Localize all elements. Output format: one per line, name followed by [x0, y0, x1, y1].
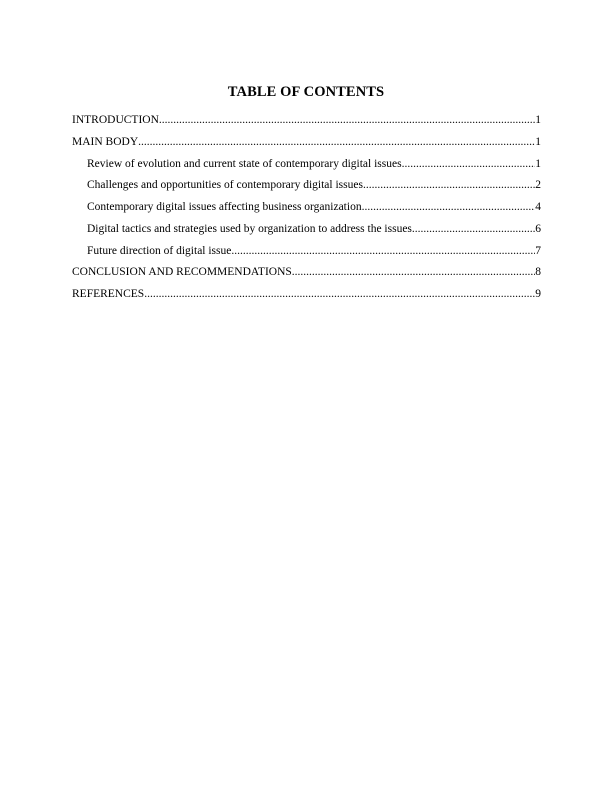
toc-entry-text: Contemporary digital issues affecting business organization [87, 201, 362, 213]
toc-title: TABLE OF CONTENTS [227, 84, 385, 100]
toc-entry-contemporary-issues[interactable] [72, 200, 541, 222]
toc-entry-text: Review of evolution and current state of contemporary digital issues [87, 157, 402, 170]
toc-entry-challenges-opportunities[interactable] [72, 178, 541, 200]
toc-entry-review-evolution[interactable] [72, 157, 541, 179]
toc-page-number: 6 [535, 222, 541, 235]
toc-list [72, 113, 541, 309]
toc-entry-conclusion[interactable] [72, 265, 541, 287]
toc-page-number: 1 [535, 114, 541, 126]
toc-entry-text: Future direction of digital issue [87, 244, 232, 257]
toc-page-number: 9 [535, 288, 541, 300]
toc-entry-main-body[interactable] [72, 135, 541, 157]
toc-dot-leader [138, 135, 535, 149]
toc-dot-leader [402, 157, 536, 171]
toc-page-number: 7 [535, 244, 541, 257]
toc-entry-text: MAIN BODY [72, 135, 139, 148]
toc-page-number: 1 [535, 157, 541, 170]
toc-page-number: 8 [535, 266, 541, 279]
toc-page-number: 4 [535, 201, 541, 213]
toc-entry-future-direction[interactable] [72, 244, 541, 266]
toc-entry-text: CONCLUSION AND RECOMMENDATIONS [72, 266, 292, 279]
toc-page-number: 1 [535, 135, 541, 148]
toc-dot-leader [144, 287, 535, 301]
toc-dot-leader [362, 200, 536, 214]
toc-entry-digital-tactics[interactable] [72, 222, 541, 244]
toc-entry-references[interactable] [72, 287, 541, 309]
toc-entry-text: REFERENCES [72, 288, 145, 300]
toc-entry-text: Challenges and opportunities of contemporary digital issues [87, 179, 363, 192]
toc-dot-leader [159, 113, 535, 127]
toc-dot-leader [231, 244, 535, 258]
toc-entry-text: INTRODUCTION [72, 114, 159, 126]
toc-page-number: 2 [535, 179, 541, 192]
toc-entry-text: Digital tactics and strategies used by organization to address the issues [87, 222, 412, 235]
toc-dot-leader [292, 265, 535, 279]
toc-dot-leader [412, 222, 535, 236]
toc-entry-introduction[interactable] [72, 113, 541, 135]
toc-dot-leader [363, 178, 535, 192]
